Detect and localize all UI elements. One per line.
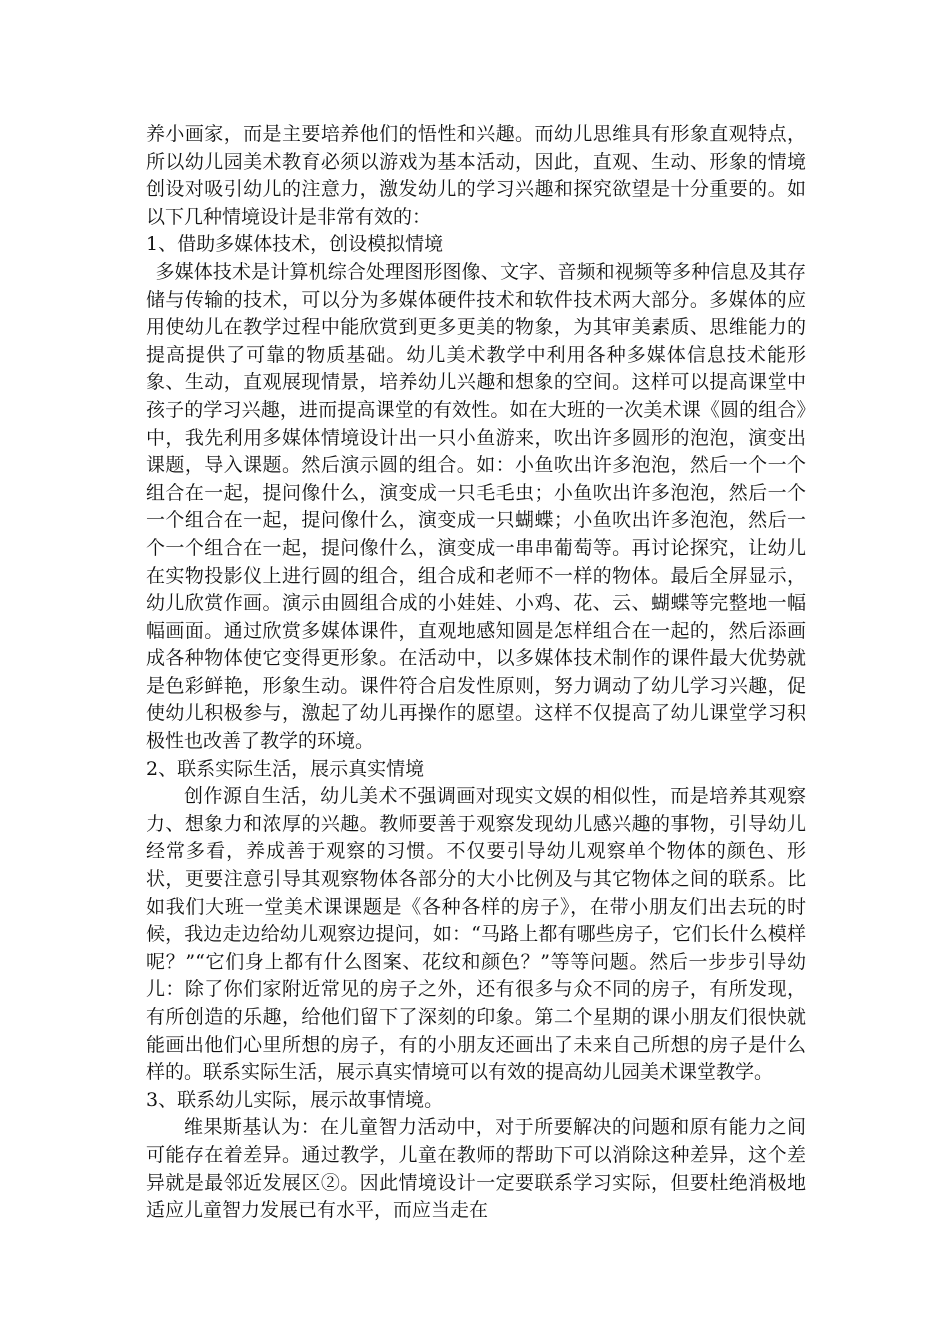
section-heading-3: 3、联系幼儿实际，展示故事情境。 (146, 1088, 444, 1111)
paragraph-real-life: 创作源自生活，幼儿美术不强调画对现实文娱的相似性，而是培养其观察力、想象力和浓厚的兴趣。教师要善于观察发现幼儿感兴趣的事物，引导幼儿经常多看，养成善于观察的习惯。不仅要引导幼儿观察单个物体的颜色、形状，更要注意引导其观察物体各部分的大小比例及与其它物体之间的联系。比如我们大班一堂美术课课题是《各种各样的房子》，在带小朋友们出去玩的时候，我边走边给幼儿观察边提问，如：“马路上都有哪些房子，它们长什么模样呢？”“它们身上都有什么图案、花纹和颜色？”等等问题。然后一步步引导幼儿：除了你们家附近常见的房子之外，还有很多与众不同的房子，有所发现，有所创造的乐趣，给他们留下了深刻的印象。第二个星期的课小朋友们很快就能画出他们心里所想的房子，有的小朋友还画出了未来自己所想的房子是什么样的。联系实际生活，展示真实情境可以有效的提高幼儿园美术课堂教学。 (146, 785, 806, 1084)
section-heading-1: 1、借助多媒体技术，创设模拟情境 (146, 233, 444, 256)
section-heading-2: 2、联系实际生活，展示真实情境 (146, 757, 425, 780)
document-body (146, 121, 806, 1225)
paragraph-story: 维果斯基认为：在儿童智力活动中，对于所要解决的问题和原有能力之间可能存在着差异。通过教学，儿童在教师的帮助下可以消除这种差异，这个差异就是最邻近发展区②。因此情境设计一定要联系学习实际，但要杜绝消极地适应儿童智力发展已有水平，而应当走在 (146, 1116, 806, 1222)
paragraph-intro-continued: 养小画家，而是主要培养他们的悟性和兴趣。而幼儿思维具有形象直观特点，所以幼儿园美术教育必须以游戏为基本活动，因此，直观、生动、形象的情境创设对吸引幼儿的注意力，激发幼儿的学习兴趣和探究欲望是十分重要的。如以下几种情境设计是非常有效的： (146, 123, 806, 228)
paragraph-multimedia: 多媒体技术是计算机综合处理图形图像、文字、音频和视频等多种信息及其存储与传输的技术，可以分为多媒体硬件技术和软件技术两大部分。多媒体的应用使幼儿在教学过程中能欣赏到更多更美的物象，为其审美素质、思维能力的提高提供了可靠的物质基础。幼儿美术教学中利用各种多媒体信息技术能形象、生动，直观展现情景，培养幼儿兴趣和想象的空间。这样可以提高课堂中孩子的学习兴趣，进而提高课堂的有效性。如在大班的一次美术课《圆的组合》中，我先利用多媒体情境设计出一只小鱼游来，吹出许多圆形的泡泡，演变出课题，导入课题。然后演示圆的组合。如：小鱼吹出许多泡泡，然后一个一个组合在一起，提问像什么，演变成一只毛毛虫；小鱼吹出许多泡泡，然后一个一个组合在一起，提问像什么，演变成一只蝴蝶；小鱼吹出许多泡泡，然后一个一个组合在一起，提问像什么，演变成一串串葡萄等。再讨论探究，让幼儿在实物投影仪上进行圆的组合，组合成和老师不一样的物体。最后全屏显示，幼儿欣赏作画。演示由圆组合成的小娃娃、小鸡、花、云、蝴蝶等完整地一幅幅画面。通过欣赏多媒体课件，直观地感知圆是怎样组合在一起的，然后添画成各种物体使它变得更形象。在活动中，以多媒体技术制作的课件最大优势就是色彩鲜艳，形象生动。课件符合启发性原则，努力调动了幼儿学习兴趣，促使幼儿积极参与，激起了幼儿再操作的愿望。这样不仅提高了幼儿课堂学习积极性也改善了教学的环境。 (146, 260, 806, 753)
